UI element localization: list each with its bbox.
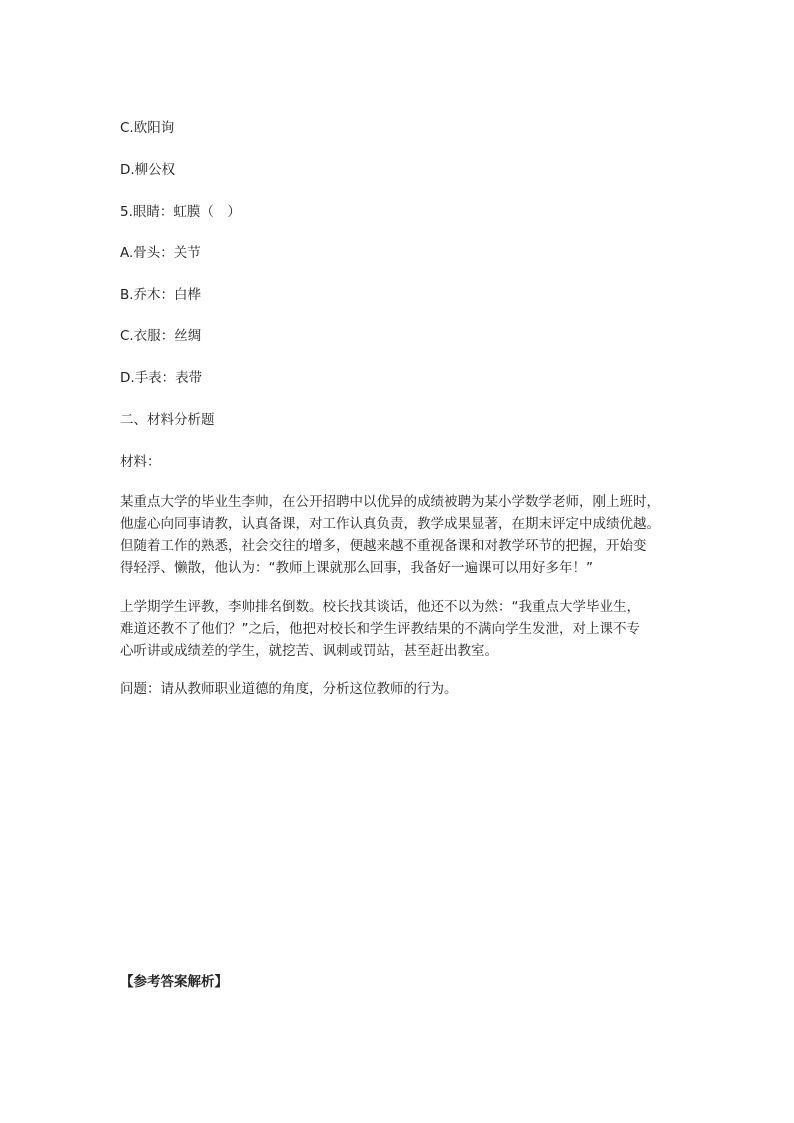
paragraph-2-line: 上学期学生评教，李帅排名倒数。校长找其谈话，他还不以为然：“我重点大学毕业生， xyxy=(120,599,640,615)
paragraph-1-line: 得轻浮、懒散，他认为：“教师上课就那么回事，我备好一遍课可以用好多年！” xyxy=(120,560,593,576)
section-heading: 二、材料分析题 xyxy=(120,412,215,428)
question-5-option-a: A.骨头：关节 xyxy=(120,245,201,261)
paragraph-2-line: 心听讲或成绩差的学生，就挖苦、讽刺或罚站，甚至赶出教室。 xyxy=(120,643,498,659)
material-paragraph-1 xyxy=(120,491,668,579)
analysis-question: 问题：请从教师职业道德的角度，分析这位教师的行为。 xyxy=(120,681,458,697)
paragraph-2-line: 难道还教不了他们？”之后，他把对校长和学生评教结果的不满向学生发泄，对上课不专 xyxy=(120,621,640,637)
option-d-q4: D.柳公权 xyxy=(120,162,176,178)
paragraph-1-line: 他虚心向同事请教，认真备课，对工作认真负责，教学成果显著，在期末评定中成绩优越。 xyxy=(120,516,660,532)
material-label: 材料： xyxy=(120,454,161,470)
question-5-option-c: C.衣服：丝绸 xyxy=(120,328,202,344)
paragraph-1-line: 某重点大学的毕业生李帅，在公开招聘中以优异的成绩被聘为某小学数学老师，刚上班时， xyxy=(120,494,660,510)
question-5-option-d: D.手表：表带 xyxy=(120,370,203,386)
material-paragraph-2 xyxy=(120,596,668,662)
question-5-option-b: B.乔木：白桦 xyxy=(120,287,202,303)
answer-heading: 【参考答案解析】 xyxy=(120,974,228,990)
option-c-q4: C.欧阳询 xyxy=(120,120,175,136)
paragraph-1-line: 但随着工作的熟悉，社会交往的增多，便越来越不重视备课和对教学环节的把握，开始变 xyxy=(120,538,647,554)
question-5-stem: 5.眼睛：虹膜（ ） xyxy=(120,204,241,220)
